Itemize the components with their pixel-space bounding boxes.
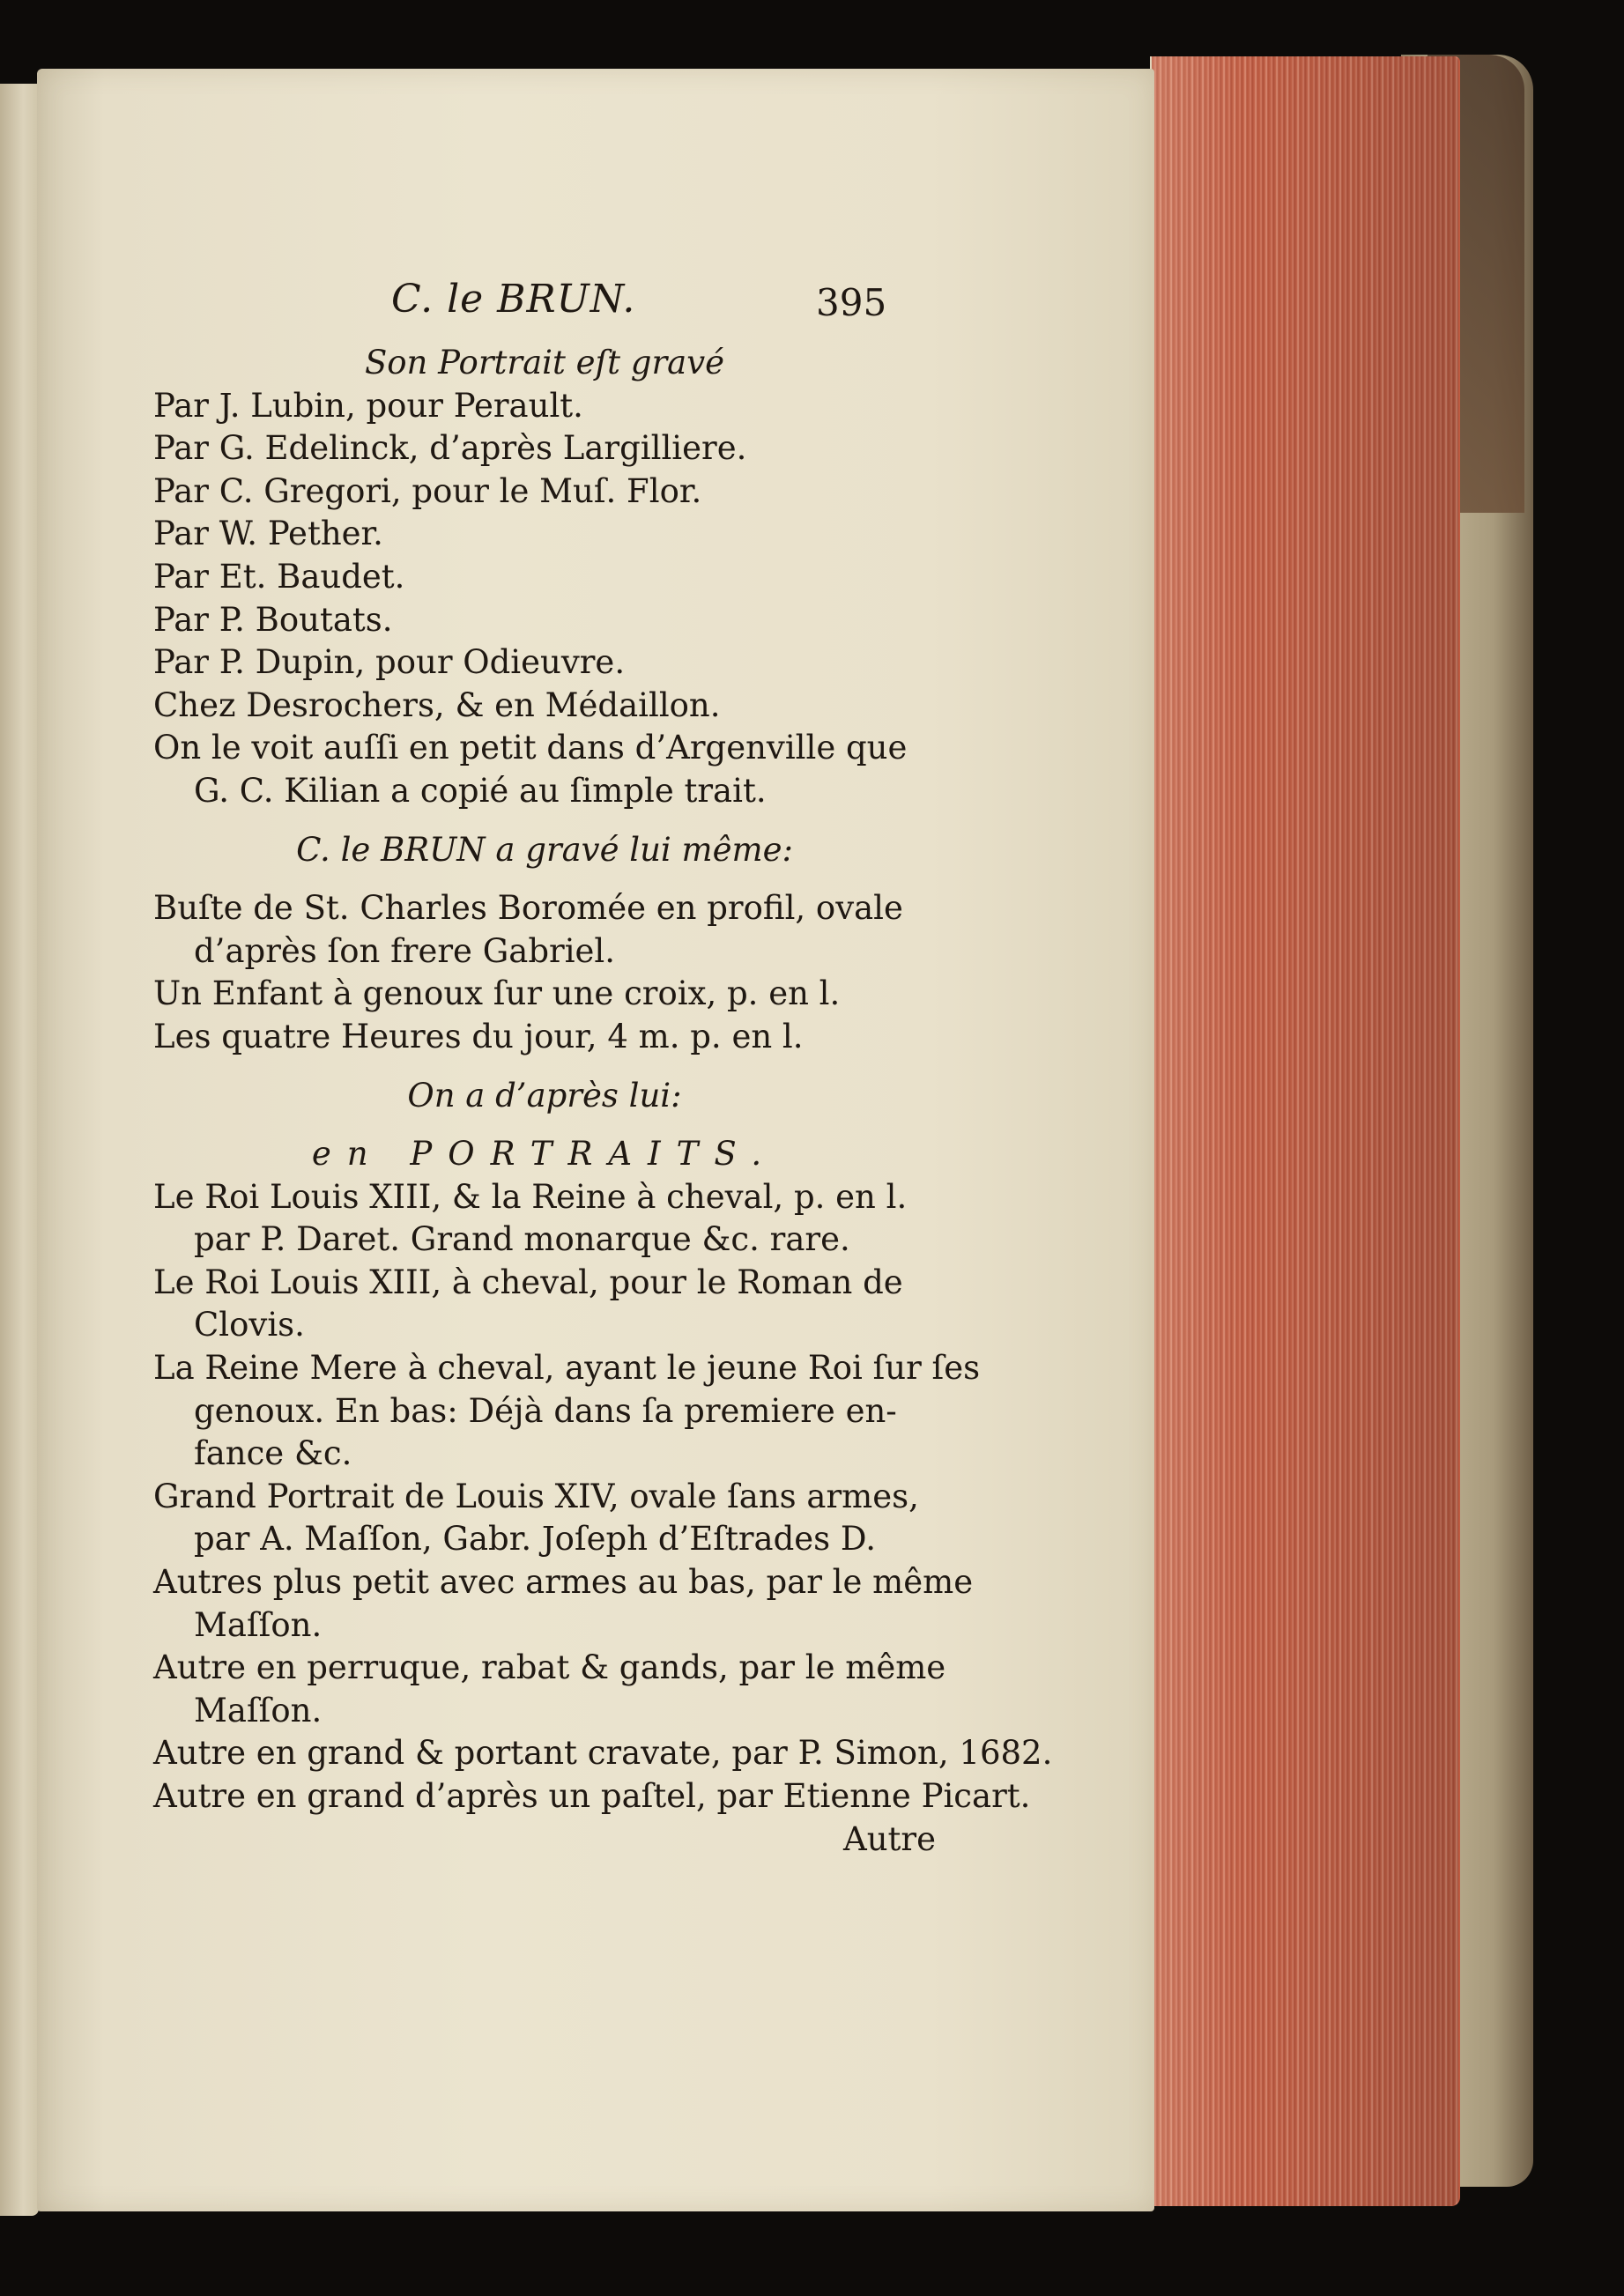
line-text: genoux. En bas: Déjà dans ſa premiere en-: [194, 1391, 897, 1430]
text-line: [153, 513, 936, 556]
text-line: [153, 973, 936, 1016]
text-line: [153, 556, 936, 599]
text-line: [153, 930, 936, 974]
line-text: Autre: [842, 1819, 936, 1858]
text-line: [153, 1647, 946, 1690]
section-gap: [153, 871, 936, 887]
text-line: [153, 1218, 936, 1262]
text-line: [153, 1176, 936, 1219]
text-line: [153, 685, 936, 728]
page-header: [153, 278, 936, 331]
line-text: On a d’après lui:: [407, 1076, 682, 1115]
page-text-block: [153, 277, 1053, 1861]
text-line: [153, 1016, 936, 1059]
line-text: Le Roi Louis XIII, & la Reine à cheval, p. en l.: [153, 1177, 908, 1216]
section-heading: [153, 829, 936, 872]
text-line: [153, 1347, 981, 1390]
book-page: [37, 69, 1154, 2211]
line-text: Autre en grand d’après un paſtel, par Etienne Picart.: [153, 1777, 1031, 1815]
text-line: [153, 470, 936, 514]
page-fore-edge-shade: [1150, 56, 1458, 2206]
line-text: fance &c.: [194, 1434, 352, 1473]
text-line: [153, 599, 936, 642]
line-text: Les quatre Heures du jour, 4 m. p. en l.: [153, 1017, 804, 1055]
section-heading: [153, 1133, 936, 1176]
text-line: [153, 1561, 974, 1604]
section-gap: [153, 1117, 936, 1133]
line-text: Autres plus petit avec armes au bas, par le même: [153, 1563, 974, 1602]
line-text: Clovis.: [194, 1306, 305, 1344]
line-text: Par W. Pether.: [153, 515, 383, 553]
line-text: Par P. Dupin, pour Odieuvre.: [153, 643, 626, 682]
text-line: [153, 727, 936, 770]
text-line: [153, 427, 936, 470]
text-line: [153, 1518, 936, 1561]
text-line: [153, 1433, 936, 1476]
text-line: [153, 641, 936, 685]
text-line: [153, 385, 936, 428]
section-gap: [153, 1059, 936, 1075]
line-text: en PORTRAITS.: [311, 1135, 778, 1174]
line-text: d’après ſon frere Gabriel.: [194, 931, 616, 970]
line-text: On le voit auſſi en petit dans d’Argenville que: [153, 729, 908, 767]
line-text: Autre en grand & portant cravate, par P. Simon, 1682.: [153, 1734, 1053, 1773]
line-text: Grand Portrait de Louis XIV, ovale ſans armes,: [153, 1477, 919, 1515]
line-text: Par C. Gregori, pour le Muſ. Flor.: [153, 471, 702, 510]
line-text: Un Enfant à genoux ſur une croix, p. en l.: [153, 974, 841, 1013]
text-lines: [153, 342, 1053, 1861]
section-gap: [153, 813, 936, 829]
line-text: Par Et. Baudet.: [153, 557, 405, 596]
text-line: [153, 1775, 1031, 1818]
page-number: 395: [816, 281, 887, 324]
text-line: [153, 770, 936, 813]
text-line: [153, 1604, 936, 1648]
line-text: La Reine Mere à cheval, ayant le jeune Roi ſur ſes: [153, 1349, 981, 1388]
line-text: Par G. Edelinck, d’après Largilliere.: [153, 429, 747, 468]
section-heading: [153, 342, 936, 385]
line-text: Par P. Boutats.: [153, 600, 393, 639]
line-text: Maſſon.: [194, 1605, 323, 1644]
line-text: par A. Maſſon, Gabr. Joſeph d’Eſtrades D.: [194, 1520, 877, 1559]
line-text: par P. Daret. Grand monarque &c. rare.: [194, 1220, 850, 1259]
text-line: [153, 1390, 936, 1433]
line-text: C. le BRUN a gravé lui même:: [296, 830, 793, 869]
left-page-edge: [0, 84, 39, 2216]
text-line: [153, 1262, 936, 1305]
text-line: [153, 1732, 1053, 1775]
text-line: [153, 1304, 936, 1347]
line-text: Buſte de St. Charles Boromée en profil, ovale: [153, 889, 903, 928]
line-text: Le Roi Louis XIII, à cheval, pour le Roman de: [153, 1263, 903, 1301]
line-text: Maſſon.: [194, 1691, 323, 1729]
text-line: [153, 887, 936, 930]
line-text: Par J. Lubin, pour Perault.: [153, 386, 583, 425]
running-head: C. le BRUN.: [391, 277, 636, 322]
line-text: Chez Desrochers, & en Médaillon.: [153, 685, 721, 724]
text-line: [153, 1690, 936, 1733]
line-text: Son Portrait eſt gravé: [364, 344, 725, 381]
catchword: [153, 1818, 936, 1862]
line-text: G. C. Kilian a copié au ſimple trait.: [194, 771, 767, 810]
text-line: [153, 1476, 936, 1519]
section-heading: [153, 1075, 936, 1118]
line-text: Autre en perruque, rabat & gands, par le même: [153, 1648, 946, 1687]
